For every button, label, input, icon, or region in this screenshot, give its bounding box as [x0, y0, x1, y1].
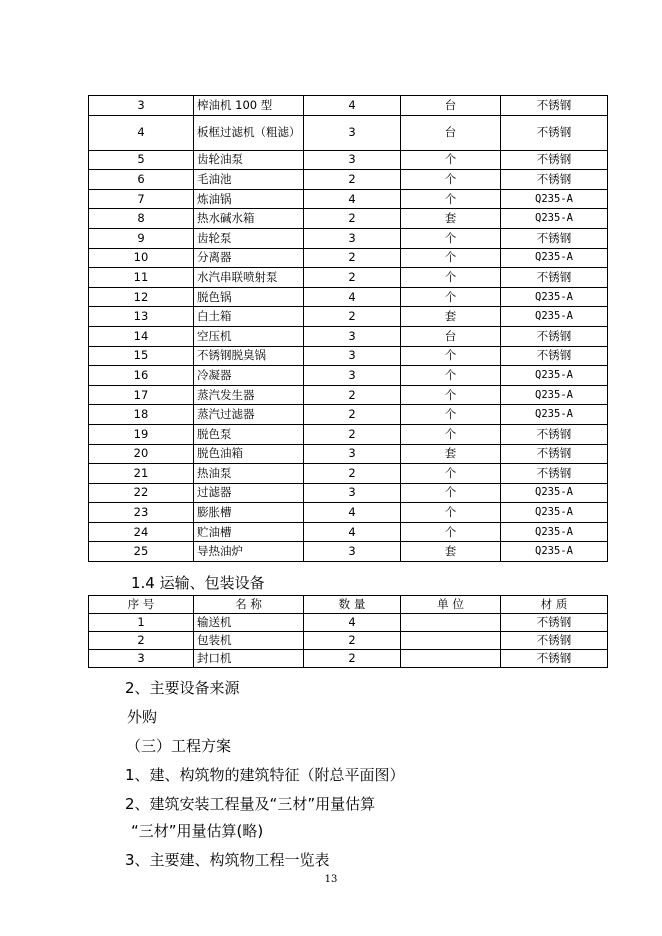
equipment-table	[88, 95, 608, 562]
cell-unit: 个	[401, 268, 501, 288]
cell-unit: 个	[401, 287, 501, 307]
cell-unit: 个	[401, 503, 501, 523]
cell-qty: 2	[304, 632, 401, 650]
cell-no: 13	[89, 307, 194, 327]
cell-no: 9	[89, 228, 194, 248]
cell-qty: 2	[304, 170, 401, 190]
cell-qty: 2	[304, 424, 401, 444]
cell-no: 12	[89, 287, 194, 307]
cell-unit: 套	[401, 307, 501, 327]
cell-no: 1	[89, 614, 194, 632]
cell-qty: 3	[304, 326, 401, 346]
table-row	[89, 650, 608, 668]
table-row	[89, 385, 608, 405]
cell-unit: 个	[401, 150, 501, 170]
cell-material: Q235-A	[501, 189, 608, 209]
cell-name: 脱色泵	[194, 424, 304, 444]
header-no: 序 号	[89, 596, 194, 614]
cell-qty: 4	[304, 614, 401, 632]
cell-unit	[401, 632, 501, 650]
table-row	[89, 326, 608, 346]
table-row	[89, 366, 608, 386]
cell-qty: 3	[304, 115, 401, 150]
cell-name: 蒸汽发生器	[194, 385, 304, 405]
cell-no: 19	[89, 424, 194, 444]
cell-material: Q235-A	[501, 385, 608, 405]
cell-no: 23	[89, 503, 194, 523]
cell-qty: 3	[304, 444, 401, 464]
cell-unit: 个	[401, 366, 501, 386]
cell-unit: 台	[401, 115, 501, 150]
cell-name: 蒸汽过滤器	[194, 405, 304, 425]
cell-name: 水汽串联喷射泵	[194, 268, 304, 288]
cell-qty: 2	[304, 268, 401, 288]
table-row	[89, 346, 608, 366]
cell-unit: 套	[401, 542, 501, 562]
table-row	[89, 209, 608, 229]
cell-material: Q235-A	[501, 522, 608, 542]
cell-unit: 个	[401, 405, 501, 425]
cell-name: 输送机	[194, 614, 304, 632]
cell-material: Q235-A	[501, 503, 608, 523]
cell-unit: 套	[401, 209, 501, 229]
cell-no: 14	[89, 326, 194, 346]
cell-unit: 个	[401, 464, 501, 484]
cell-qty: 3	[304, 366, 401, 386]
cell-material: Q235-A	[501, 366, 608, 386]
cell-unit: 个	[401, 385, 501, 405]
cell-qty: 2	[304, 307, 401, 327]
cell-material: Q235-A	[501, 307, 608, 327]
cell-material: 不锈钢	[501, 268, 608, 288]
table-row	[89, 96, 608, 116]
cell-name: 封口机	[194, 650, 304, 668]
cell-material: 不锈钢	[501, 170, 608, 190]
cell-no: 11	[89, 268, 194, 288]
cell-unit	[401, 650, 501, 668]
cell-name: 毛油池	[194, 170, 304, 190]
cell-unit: 个	[401, 346, 501, 366]
cell-material: 不锈钢	[501, 632, 608, 650]
cell-no: 2	[89, 632, 194, 650]
cell-unit: 个	[401, 189, 501, 209]
table-row	[89, 150, 608, 170]
table-row	[89, 464, 608, 484]
cell-no: 7	[89, 189, 194, 209]
cell-qty: 2	[304, 385, 401, 405]
table-row	[89, 483, 608, 503]
header-unit: 单 位	[401, 596, 501, 614]
table-row	[89, 307, 608, 327]
section-heading-transport: 1.4 运输、包装设备	[131, 574, 265, 592]
cell-name: 空压机	[194, 326, 304, 346]
cell-qty: 4	[304, 522, 401, 542]
cell-material: Q235-A	[501, 209, 608, 229]
cell-unit: 台	[401, 96, 501, 116]
table-header-row	[89, 596, 608, 614]
table-row	[89, 268, 608, 288]
paragraph-materials-estimate: “三材”用量估算(略)	[131, 822, 264, 840]
header-material: 材 质	[501, 596, 608, 614]
cell-name: 不锈钢脱臭锅	[194, 346, 304, 366]
cell-material: 不锈钢	[501, 464, 608, 484]
cell-material: Q235-A	[501, 542, 608, 562]
cell-name: 脱色锅	[194, 287, 304, 307]
table-row	[89, 248, 608, 268]
transport-packaging-table	[88, 595, 608, 668]
cell-qty: 2	[304, 405, 401, 425]
cell-name: 过滤器	[194, 483, 304, 503]
table-row	[89, 522, 608, 542]
cell-name: 导热油炉	[194, 542, 304, 562]
cell-qty: 3	[304, 542, 401, 562]
cell-no: 21	[89, 464, 194, 484]
table-row	[89, 542, 608, 562]
table-row	[89, 614, 608, 632]
cell-no: 15	[89, 346, 194, 366]
table-row	[89, 115, 608, 150]
cell-qty: 3	[304, 150, 401, 170]
cell-qty: 2	[304, 209, 401, 229]
cell-name: 分离器	[194, 248, 304, 268]
cell-qty: 4	[304, 503, 401, 523]
cell-no: 16	[89, 366, 194, 386]
cell-name: 膨胀槽	[194, 503, 304, 523]
cell-qty: 3	[304, 483, 401, 503]
cell-unit: 个	[401, 522, 501, 542]
cell-name: 贮油槽	[194, 522, 304, 542]
cell-material: 不锈钢	[501, 444, 608, 464]
cell-no: 4	[89, 115, 194, 150]
cell-material: 不锈钢	[501, 346, 608, 366]
table-row	[89, 503, 608, 523]
table-row	[89, 170, 608, 190]
paragraph-building-list: 3、主要建、构筑物工程一览表	[125, 851, 330, 869]
paragraph-building-features: 1、建、构筑物的建筑特征（附总平面图）	[125, 766, 405, 784]
cell-name: 炼油锅	[194, 189, 304, 209]
cell-no: 6	[89, 170, 194, 190]
table-row	[89, 444, 608, 464]
cell-unit: 个	[401, 424, 501, 444]
header-qty: 数 量	[304, 596, 401, 614]
cell-material: Q235-A	[501, 287, 608, 307]
cell-no: 3	[89, 650, 194, 668]
cell-name: 榨油机 100 型	[194, 96, 304, 116]
cell-no: 18	[89, 405, 194, 425]
cell-qty: 2	[304, 248, 401, 268]
cell-qty: 4	[304, 287, 401, 307]
cell-material: 不锈钢	[501, 424, 608, 444]
paragraph-engineering-plan: （三）工程方案	[126, 737, 232, 755]
cell-material: 不锈钢	[501, 650, 608, 668]
cell-name: 热油泵	[194, 464, 304, 484]
cell-material: 不锈钢	[501, 228, 608, 248]
cell-no: 5	[89, 150, 194, 170]
cell-name: 热水碱水箱	[194, 209, 304, 229]
cell-name: 冷凝器	[194, 366, 304, 386]
paragraph-purchase: 外购	[127, 708, 158, 726]
cell-material: Q235-A	[501, 248, 608, 268]
cell-no: 17	[89, 385, 194, 405]
table-row	[89, 424, 608, 444]
cell-unit: 个	[401, 483, 501, 503]
cell-unit: 台	[401, 326, 501, 346]
cell-material: 不锈钢	[501, 326, 608, 346]
cell-no: 8	[89, 209, 194, 229]
cell-material: 不锈钢	[501, 96, 608, 116]
cell-no: 10	[89, 248, 194, 268]
cell-qty: 4	[304, 189, 401, 209]
cell-qty: 2	[304, 650, 401, 668]
cell-name: 齿轮泵	[194, 228, 304, 248]
table-row	[89, 405, 608, 425]
cell-qty: 2	[304, 464, 401, 484]
cell-no: 20	[89, 444, 194, 464]
cell-material: 不锈钢	[501, 115, 608, 150]
cell-name: 白土箱	[194, 307, 304, 327]
cell-qty: 4	[304, 96, 401, 116]
cell-material: Q235-A	[501, 405, 608, 425]
table-row	[89, 287, 608, 307]
cell-unit: 个	[401, 170, 501, 190]
header-name: 名 称	[194, 596, 304, 614]
table-row	[89, 632, 608, 650]
cell-unit: 套	[401, 444, 501, 464]
cell-name: 包装机	[194, 632, 304, 650]
cell-unit: 个	[401, 248, 501, 268]
page-number: 13	[324, 874, 338, 885]
cell-no: 3	[89, 96, 194, 116]
cell-name: 脱色油箱	[194, 444, 304, 464]
cell-qty: 3	[304, 228, 401, 248]
cell-no: 25	[89, 542, 194, 562]
paragraph-installation-estimate: 2、建筑安装工程量及“三材”用量估算	[125, 795, 376, 813]
cell-unit	[401, 614, 501, 632]
cell-qty: 3	[304, 346, 401, 366]
cell-unit: 个	[401, 228, 501, 248]
table-row	[89, 189, 608, 209]
cell-no: 24	[89, 522, 194, 542]
table-row	[89, 228, 608, 248]
cell-material: 不锈钢	[501, 150, 608, 170]
cell-name: 齿轮油泵	[194, 150, 304, 170]
cell-material: Q235-A	[501, 483, 608, 503]
cell-no: 22	[89, 483, 194, 503]
cell-name: 板框过滤机（粗滤）	[194, 115, 304, 150]
paragraph-equipment-source: 2、主要设备来源	[125, 679, 240, 697]
cell-material: 不锈钢	[501, 614, 608, 632]
